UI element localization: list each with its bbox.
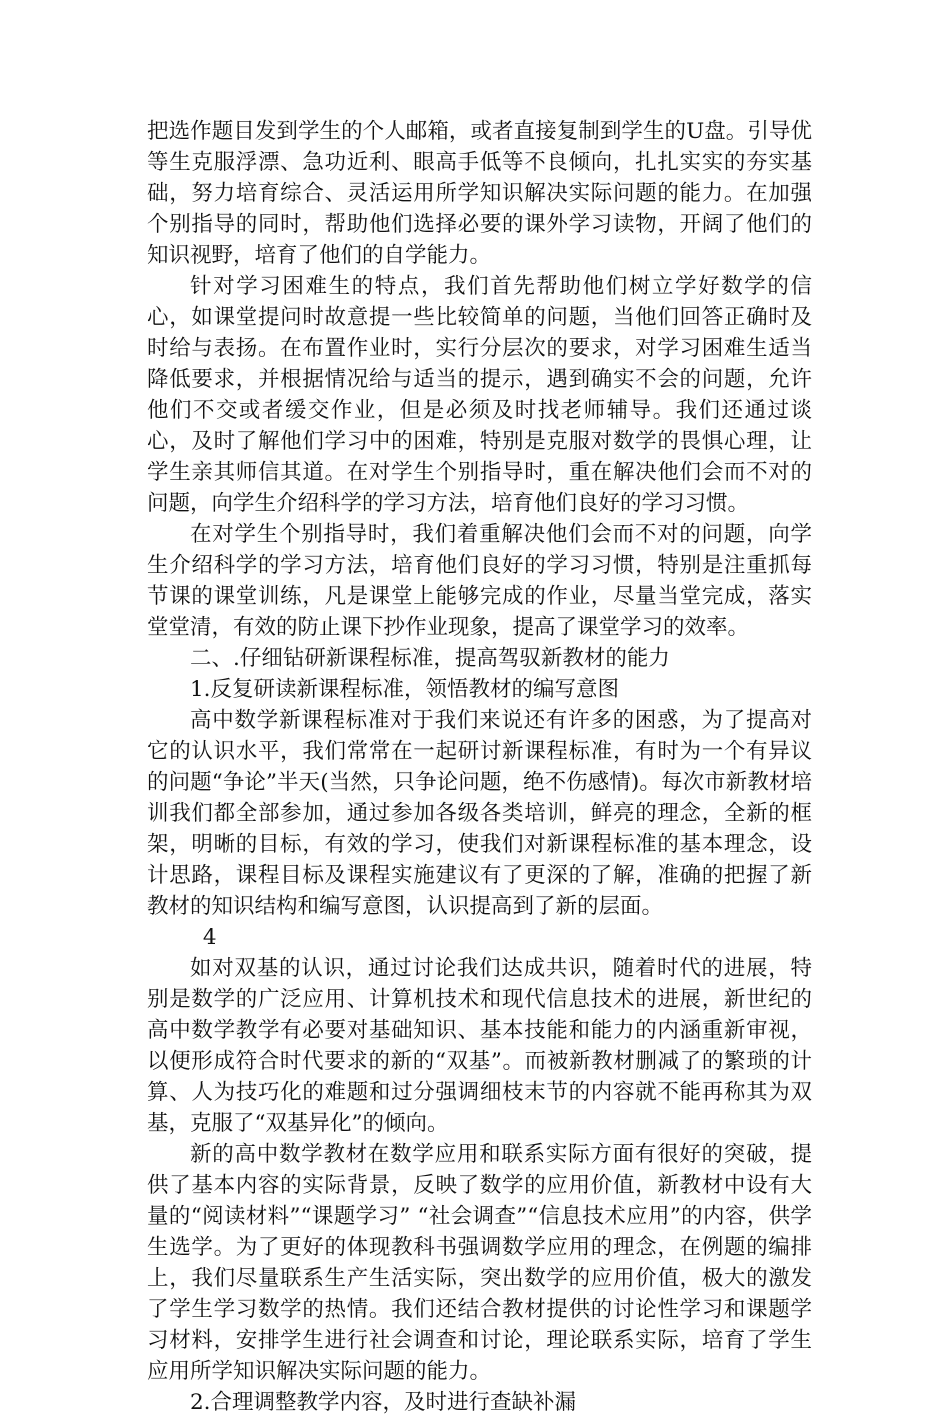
paragraph-3: 在对学生个别指导时，我们着重解决他们会而不对的问题，向学生介绍科学的学习方法，培育他们良好的学习习惯，特别是注重抓每节课的课堂训练，凡是课堂上能够完成的作业，尽量当堂完成，落实堂堂清，有效的防止课下抄作业现象，提高了课堂学习的效率。: [147, 522, 812, 640]
paragraph-6: 新的高中数学教材在数学应用和联系实际方面有很好的突破，提供了基本内容的实际背景，反映了数学的应用价值，新教材中设有大量的“阅读材料”“课题学习” “社会调查”“信息技术应用”的内容，供学生选学。为了更好的体现教科书强调数学应用的理念，在例题的编排上，我们尽量联系生产生活实际，突出数学的应用价值，极大的激发了学生学习数学的热情。我们还结合教材提供的讨论性学习和课题学习材料，安排学生进行社会调查和讨论，理论联系实际，培育了学生应用所学知识解决实际问题的能力。: [147, 1142, 812, 1384]
paragraph-4: 高中数学新课程标准对于我们来说还有许多的困惑，为了提高对它的认识水平，我们常常在一起研讨新课程标准，有时为一个有异议的问题“争论”半天(当然，只争论问题，绝不伤感情)。每次市新教材培训我们都全部参加，通过参加各级各类培训，鲜亮的理念，全新的框架，明晰的目标，有效的学习，使我们对新课程标准的基本理念，设计思路，课程目标及课程实施建议有了更深的了解，准确的把握了新教材的知识结构和编写意图，认识提高到了新的层面。: [147, 708, 812, 919]
paragraph-2: 针对学习困难生的特点，我们首先帮助他们树立学好数学的信心，如课堂提问时故意提一些比较简单的问题，当他们回答正确时及时给与表扬。在布置作业时，实行分层次的要求，对学习困难生适当降低要求，并根据情况给与适当的提示，遇到确实不会的问题，允许他们不交或者缓交作业，但是必须及时找老师辅导。我们还通过谈心，及时了解他们学习中的困难，特别是克服对数学的畏惧心理，让学生亲其师信其道。在对学生个别指导时，重在解决他们会而不对的问题，向学生介绍科学的学习方法，培育他们良好的学习习惯。: [147, 274, 812, 516]
section-heading-2: 二、.仔细钻研新课程标准，提高驾驭新教材的能力: [190, 646, 670, 671]
paragraph-1: 把选作题目发到学生的个人邮箱，或者直接复制到学生的U盘。引导优等生克服浮漂、急功近利、眼高手低等不良倾向，扎扎实实的夯实基础，努力培育综合、灵活运用所学知识解决实际问题的能力。在加强个别指导的同时，帮助他们选择必要的课外学习读物，开阔了他们的知识视野，培育了他们的自学能力。: [147, 119, 812, 268]
document-page: [147, 116, 812, 1418]
page-number: 4: [202, 925, 217, 950]
subheading-2: 2.合理调整教学内容，及时进行查缺补漏: [190, 1390, 577, 1415]
subheading-1: 1.反复研读新课程标准，领悟教材的编写意图: [190, 677, 620, 702]
paragraph-5: 如对双基的认识，通过讨论我们达成共识，随着时代的进展，特别是数学的广泛应用、计算机技术和现代信息技术的进展，新世纪的高中数学教学有必要对基础知识、基本技能和能力的内涵重新审视，以便形成符合时代要求的新的“双基”。而被新教材删减了的繁琐的计算、人为技巧化的难题和过分强调细枝末节的内容就不能再称其为双基，克服了“双基异化”的倾向。: [147, 956, 812, 1136]
